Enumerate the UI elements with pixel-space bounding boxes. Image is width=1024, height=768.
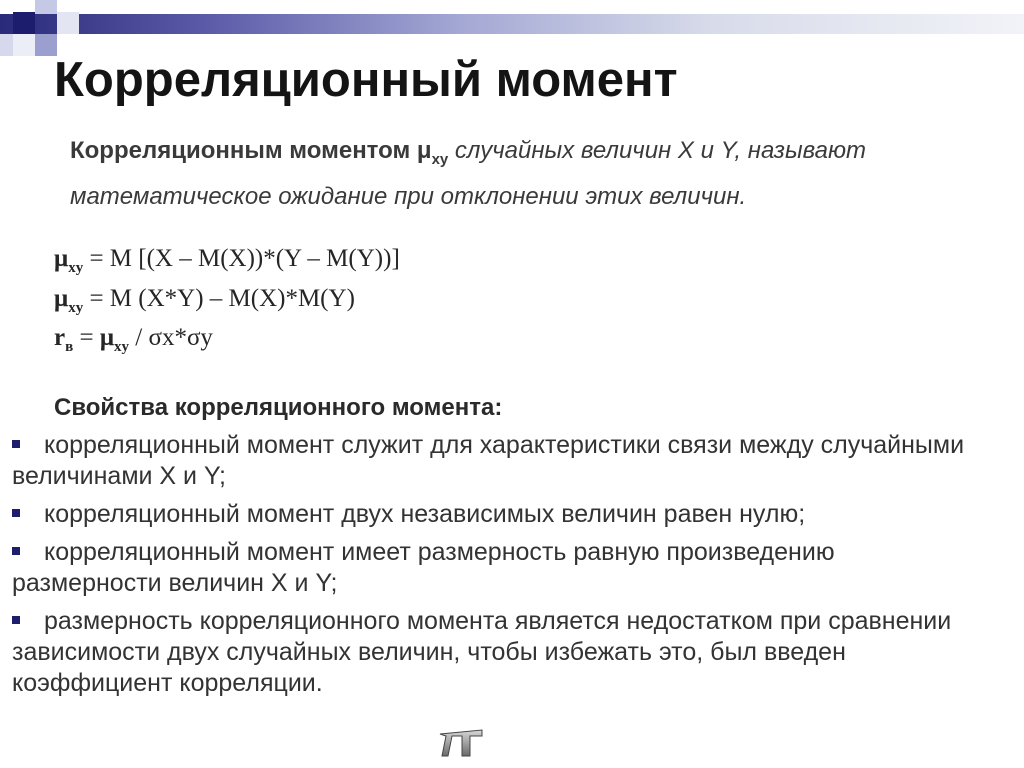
return-arrow-icon[interactable] [436,724,486,758]
header-gradient-band [0,14,1024,34]
decor-square [13,34,35,56]
list-item: корреляционный момент двух независимых величин равен нулю; [12,499,982,530]
decor-square [35,0,57,14]
definition-term: Корреляционным моментом μ [70,137,432,164]
formula-correlation-coefficient: $r_в = \mu_{xy} / \sigma x*\sigma y$ [54,324,213,355]
formula-covariance-computation: $\mu_{xy} = M$ (X*Y) – M(X)*M(Y) [54,285,355,316]
square-bullet-icon [12,509,20,517]
properties-heading: Свойства корреляционного момента: [54,394,503,421]
square-bullet-icon [12,616,20,624]
square-bullet-icon [12,440,20,448]
square-bullet-icon [12,547,20,555]
list-item: размерность корреляционного момента является недостатком при сравнении зависимости двух случайных величин, чтобы избежать это, был введен коэффициент корреляции. [12,607,952,697]
definition-paragraph [70,132,940,215]
slide-title: Корреляционный момент [54,53,678,107]
properties-list [12,430,982,706]
decor-square [57,12,79,34]
list-item: корреляционный момент имеет размерность равную произведению размерности величин X и Y; [12,538,835,597]
decor-square [0,34,13,56]
definition-term-subscript: xy [431,151,449,168]
definition-text: случайных величин X и Y, называют математическое ожидание при отклонении этих величин. [70,137,866,210]
formula-covariance-definition: $\mu_{xy} = M$ [(X – M(X))*(Y – M(Y))] [54,245,400,276]
decor-square [13,12,35,34]
list-item: корреляционный момент служит для характеристики связи между случайными величинами X и Y; [12,431,965,490]
